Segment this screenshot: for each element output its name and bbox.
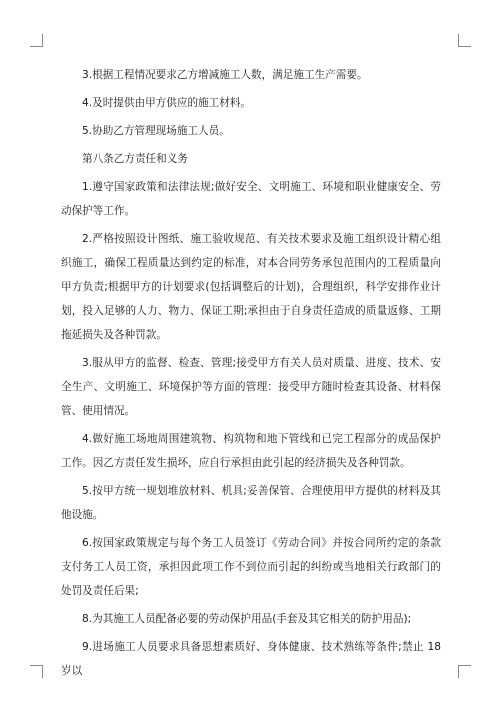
crop-mark-top-left bbox=[30, 34, 43, 47]
document-body bbox=[61, 63, 441, 687]
crop-mark-bottom-left bbox=[30, 665, 43, 678]
paragraph-3: 3.根据工程情况要求乙方增减施工人数，满足施工生产需要。 bbox=[82, 69, 368, 81]
paragraph-5: 5.协助乙方管理现场施工人员。 bbox=[82, 125, 230, 137]
crop-mark-top-right bbox=[458, 34, 471, 47]
paragraph-duty-6: 6.按国家政策规定与每个务工人员签订《劳动合同》并按合同所约定的条款支付务工人员工资，承担因此项工作不到位而引起的纠纷或当地相关行政部门的处罚及责任后果; bbox=[61, 537, 441, 597]
paragraph-duty-2: 2.严格按照设计图纸、施工验收规范、有关技术要求及施工组织设计精心组织施工，确保工程质量达到约定的标准，对本合同劳务承包范围内的工程质量向甲方负责;根据甲方的计划要求(包括调整后的计划)，合理组织，科学安排作业计划，投入足够的人力、物力、保证工期;承担由于自身责任造成的质量返修、工期拖延损失及各种罚款。 bbox=[61, 233, 441, 341]
paragraph-duty-9: 9.进场施工人员要求具备思想素质好、身体健康、技术熟练等条件;禁止 18 岁以 bbox=[61, 641, 441, 677]
paragraph-duty-4: 4.做好施工场地周围建筑物、构筑物和地下管线和已完工程部分的成品保护工作。因乙方责任发生损坏，应自行承担由此引起的经济损失及各种罚款。 bbox=[61, 433, 441, 469]
section-heading: 第八条乙方责任和义务 bbox=[82, 153, 188, 165]
paragraph-duty-3: 3.服从甲方的监督、检查、管理;接受甲方有关人员对质量、进度、技术、安全生产、文明施工、环境保护等方面的管理：接受甲方随时检查其设备、材料保管、使用情况。 bbox=[61, 357, 441, 417]
paragraph-duty-5: 5.按甲方统一规划堆放材料、机具;妥善保管、合理使用甲方提供的材料及其他设施。 bbox=[61, 485, 441, 521]
paragraph-duty-1: 1.遵守国家政策和法律法规;做好安全、文明施工、环境和职业健康安全、劳动保护等工作。 bbox=[61, 181, 441, 217]
paragraph-duty-8: 8.为其施工人员配备必要的劳动保护用品(手套及其它相关的防护用品); bbox=[82, 613, 412, 625]
crop-mark-bottom-right bbox=[458, 665, 471, 678]
paragraph-4: 4.及时提供由甲方供应的施工材料。 bbox=[82, 97, 252, 109]
